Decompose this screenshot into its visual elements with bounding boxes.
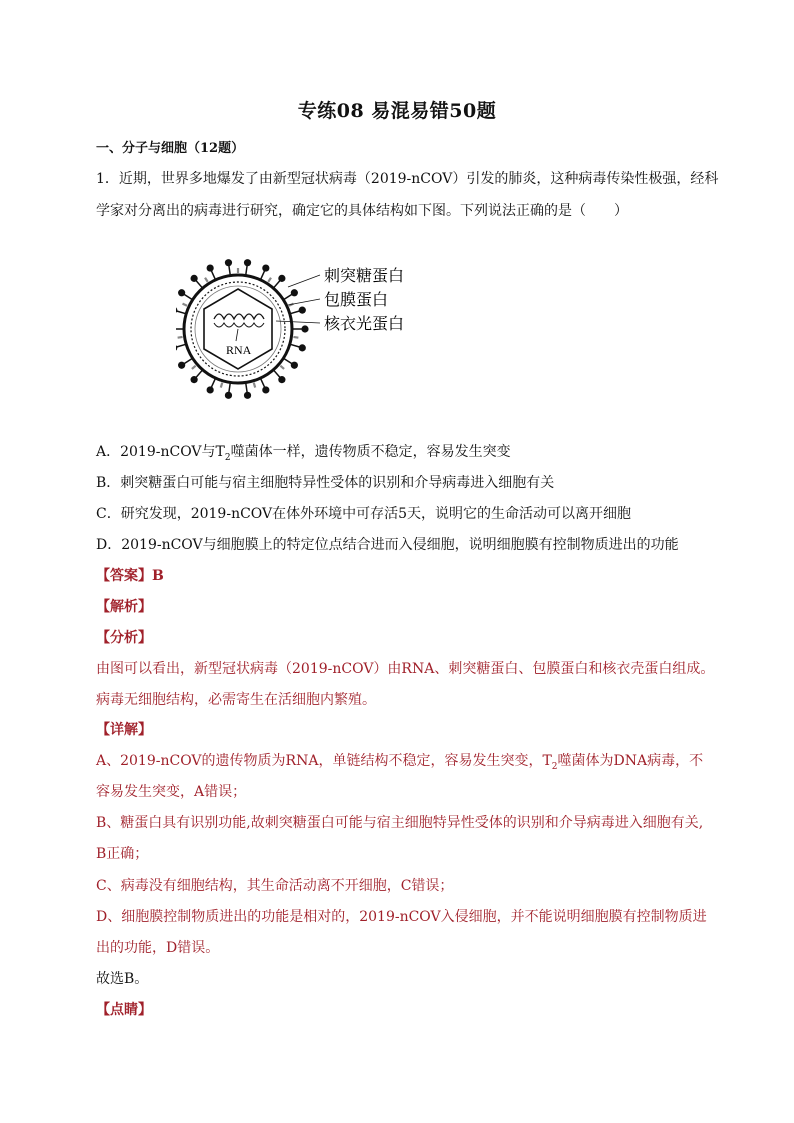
spike-head (178, 289, 185, 296)
option-c: C．研究发现，2019-nCOV在体外环境中可存活5天，说明它的生命活动可以离开细胞 (96, 506, 632, 522)
spike-head (244, 259, 251, 266)
spike-head (244, 392, 251, 399)
detail-a-line-2: 容易发生突变，A错误； (96, 784, 247, 800)
spike-stalk (177, 311, 187, 314)
spike-head (207, 386, 214, 393)
question-line-1: 1．近期，世界多地爆发了由新型冠状病毒（2019-nCOV）引发的肺炎，这种病毒传染性极强，经科 (96, 171, 719, 187)
detail-a-line-1: A、2019-nCOV的遗传物质为RNA，单链结构不稳定，容易发生突变，$T_2$噬菌体为DNA病毒，不 (96, 753, 704, 772)
detail-d-line-2: 出的功能，D错误。 (96, 940, 220, 956)
page-title: 专练08 易混易错50题 (297, 100, 497, 122)
option-d: D．2019-nCOV与细胞膜上的特定位点结合进而入侵细胞，说明细胞膜有控制物质进出的功能 (96, 537, 679, 553)
breakdown-tag: 【分析】 (96, 630, 152, 646)
spike-stalk (273, 281, 280, 289)
spike-head (299, 344, 306, 351)
detail-b-line-2: B正确； (96, 846, 149, 862)
spike-head (176, 307, 177, 314)
spike-head (191, 376, 198, 383)
spike-head (176, 344, 177, 351)
spike-head (299, 307, 306, 314)
spike-stalk (177, 344, 187, 347)
envelope-protein-mark (178, 337, 183, 338)
envelope-protein-mark (205, 278, 208, 282)
envelope-protein-mark (192, 366, 196, 369)
spike-stalk (290, 311, 300, 314)
spike-head (178, 362, 185, 369)
envelope-protein-mark (280, 366, 284, 369)
detail-c: C、病毒没有细胞结构，其生命活动离不开细胞，C错误； (96, 878, 454, 894)
virus-structure-figure (176, 257, 426, 402)
spike-head (301, 325, 308, 332)
envelope-protein-mark (293, 337, 298, 338)
spike-head (225, 259, 232, 266)
spike-head (291, 362, 298, 369)
section-heading: 一、分子与细胞（12题） (96, 141, 245, 156)
spike-head (191, 275, 198, 282)
question-line-2: 学家对分离出的病毒进行研究，确定它的具体结构如下图。下列说法正确的是（ ） (96, 203, 628, 219)
virus-diagram (176, 257, 426, 402)
envelope-protein-mark (254, 383, 255, 388)
breakdown-line-2: 病毒无细胞结构，必需寄生在活细胞内繁殖。 (96, 692, 376, 708)
rna-label: RNA (226, 343, 252, 357)
spike-head (262, 386, 269, 393)
conclusion: 故选B。 (96, 971, 149, 987)
spike-head (278, 275, 285, 282)
spike-head (278, 376, 285, 383)
envelope-protein-mark (183, 304, 188, 306)
label-nucleocapsid-protein: 核衣光蛋白 (324, 314, 405, 333)
spike-stalk (184, 358, 192, 363)
detail-d-line-1: D、细胞膜控制物质进出的功能是相对的，2019-nCOV入侵细胞，并不能说明细胞膜有控制物质进 (96, 909, 707, 925)
spike-stalk (196, 370, 203, 378)
answer-tag: 【答案】B (96, 568, 164, 584)
breakdown-line-1: 由图可以看出，新型冠状病毒（2019-nCOV）由RNA、刺突糖蛋白、包膜蛋白和核衣壳蛋白组成。 (96, 661, 715, 677)
envelope-protein-mark (221, 383, 222, 388)
detail-tag: 【详解】 (96, 722, 152, 738)
label-envelope-protein: 包膜蛋白 (324, 290, 389, 309)
spike-stalk (184, 294, 192, 299)
option-b: B．刺突糖蛋白可能与宿主细胞特异性受体的识别和介导病毒进入细胞有关 (96, 475, 555, 491)
spike-head (225, 392, 232, 399)
commentary-tag: 【点睛】 (96, 1002, 152, 1018)
analysis-tag: 【解析】 (96, 599, 152, 615)
envelope-protein-mark (268, 278, 271, 282)
label-spike-glycoprotein: 刺突糖蛋白 (324, 266, 405, 285)
detail-b-line-1: B、糖蛋白具有识别功能,故刺突糖蛋白可能与宿主细胞特异性受体的识别和介导病毒进入细胞有关, (96, 815, 704, 831)
spike-stalk (196, 281, 203, 289)
spike-head (291, 289, 298, 296)
spike-stalk (290, 344, 300, 347)
spike-stalk (273, 370, 280, 378)
option-a: A．2019-nCOV与$T_2$噬菌体一样，遗传物质不稳定，容易发生突变 (96, 444, 511, 463)
spike-head (207, 264, 214, 271)
spike-head (262, 264, 269, 271)
